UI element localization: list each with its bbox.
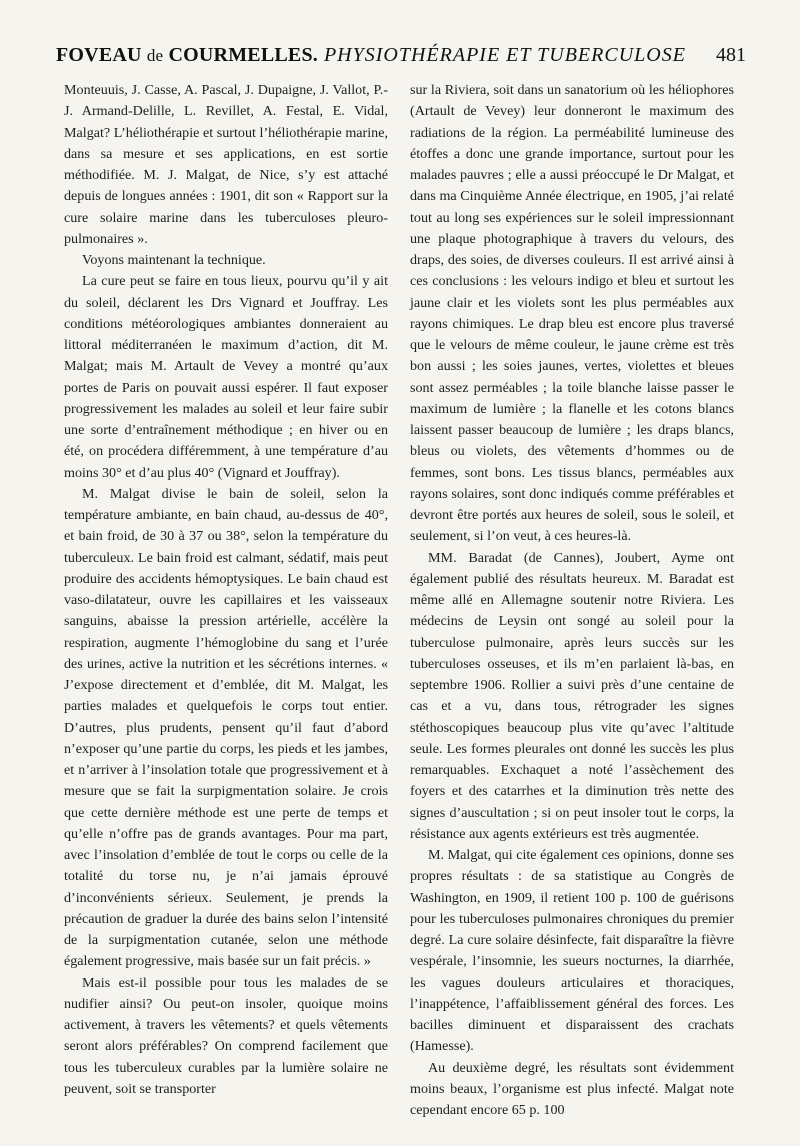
paragraph: M. Malgat divise le bain de soleil, selon la température ambiante, en bain chaud, au-dessus de 40°, et bain froid, de 30 à 37 ou 38°, selon la température du tuberculeux. Le bain froid est calmant, sédatif, mais peut produire des accidents hémoptysiques. Le bain chaud est vaso-dilatateur, ouvre les capillaires et les vaisseaux sanguins, abaisse la pression artérielle, accélère la respiration, augmente l’hémoglobine du sang et l’urée des urines, active la nutrition et les sécrétions internes. « J’expose directement et d’emblée, dit M. Malgat, les parties malades et quelquefois le corps tout entier. D’autres, plus prudents, pensent qu’il faut d’abord n’exposer qu’une partie du corps, les pieds et les jambes, et n’arriver à l’insolation totale que progressivement et à mesure que se fait la surpigmentation solaire. Je crois que cette dernière méthode est une perte de temps et qu’elle n’offre pas de grands avantages. Pour ma part, avec l’insolation d’emblée de tout le corps ou celle de la totalité du torse nu, je n’ai jamais éprouvé d’inconvénients sérieux. Seulement, je prends la précaution de graduer la durée des bains selon l’intensité de la surpigmentation cutanée, selon une méthode également progressive, mais basée sur un fait précis. » — [64, 485, 388, 970]
left-column — [64, 80, 388, 1100]
paragraph: Mais est-il possible pour tous les malades de se nudifier ainsi? Ou peut-on insoler, quoique moins activement, à travers les vêtements? et quels vêtements seront alors préférables? On comprend facilement que tous les tuberculeux curables par la lumière solaire ne peuvent, soit se transporter — [64, 974, 388, 1097]
paragraph: MM. Baradat (de Cannes), Joubert, Ayme ont également publié des résultats heureux. M. Baradat est même allé en Allemagne soutenir notre Riviera. Les médecins de Leysin ont songé au soleil pour la tuberculose pulmonaire, après leurs succès sur les tuberculoses osseuses, et ils m’en parlaient là-bas, en septembre 1906. Rollier a suivi près d’une centaine de cas et a vu, dans tous, rétrograder les signes stéthoscopiques beaucoup plus vite qu’avec l’altitude seule. Les formes pleurales ont donné les succès les plus remarquables. Exchaquet a noté l’assèchement des foyers et des catarrhes et la diminution très nette des signes d’auscultation ; si on peut insoler tout le corps, la résistance aux agents extérieurs est très augmentée. — [410, 549, 734, 842]
paragraph: Au deuxième degré, les résultats sont évidemment moins beaux, l’organisme est plus infecté. Malgat note cependant encore 65 p. 100 — [410, 1059, 734, 1118]
running-header — [56, 44, 746, 74]
paragraph: Voyons maintenant la technique. — [82, 252, 266, 268]
paragraph: M. Malgat, qui cite également ces opinions, donne ses propres résultats : de sa statistique au Congrès de Washington, en 1909, il retient 100 p. 100 de guérisons pour les tuberculoses pulmonaires chroniques du premier degré. La cure solaire désinfecte, fait disparaître la fièvre vespérale, l’insomnie, les sueurs nocturnes, la diarrhée, les vagues douleurs articulaires et thoraciques, l’inappétence, l’affaiblissement général des forces. Les bacilles diminuent et disparaissent des crachats (Hamesse). — [410, 847, 734, 1055]
header-title: PHYSIOTHÉRAPIE ET TUBERCULOSE — [323, 44, 686, 66]
page-number: 481 — [716, 44, 746, 66]
paragraph: sur la Riviera, soit dans un sanatorium où les héliophores (Artault de Vevey) leur donneront le maximum des radiations de la région. La perméabilité lumineuse des étoffes a donc une grande importance, surtout pour les malades pauvres ; elle a aussi préoccupé le Dr Malgat, et dans ma Cinquième Année électrique, en 1905, j’ai relaté tout au long ses expériences sur le soleil impressionnant une plaque photographique à travers du velours, des draps, des soies, de diverses couleurs. Il est arrivé ainsi à ces conclusions : les velours indigo et bleu et surtout les jaune clair et les violets sont les plus perméables aux rayons chimiques. Le drap bleu est encore plus traversé que le velours de même couleur, le jaune crème est très bon aussi ; les soies jaunes, vertes, violettes et bleues sont assez perméables ; la toile blanche laisse passer le maximum de lumière ; la flanelle et les cotons blancs laissent passer beaucoup de lumière ; les draps blancs, bleus ou violets, des vêtements d’hommes ou de femmes, sont bons. Les tissus blancs, perméables aux rayons solaires, sont donc indiqués comme préférables et devront être portés aux heures de soleil, sous le soleil, et seulement, si l’on veut, à ces heures-là. — [410, 82, 734, 545]
right-column — [410, 80, 734, 1121]
paragraph: La cure peut se faire en tous lieux, pourvu qu’il y ait du soleil, déclarent les Drs Vignard et Jouffray. Les conditions météorologiques ambiantes donneraient au littoral méditerranéen le maximum d’action, dit M. Malgat; mais M. Artault de Vevey a montré qu’aux portes de Paris on pouvait aussi espérer. Il faut exposer progressivement les malades au soleil et leur faire subir une sorte d’entraînement méthodique ; en hiver ou en été, on procédera différemment, à une température d’au moins 30° et d’au plus 40° (Vignard et Jouffray). — [64, 273, 388, 481]
header-author: FOVEAU de COURMELLES. — [56, 44, 318, 66]
paragraph: Monteuuis, J. Casse, A. Pascal, J. Dupaigne, J. Vallot, P.-J. Armand-Delille, L. Revillet, A. Festal, E. Vidal, Malgat? L’héliothérapie et surtout l’héliothérapie marine, dans sa mesure et ses applications, en est sortie méthodifiée. M. J. Malgat, de Nice, s’y est attaché depuis de longues années : 1901, dit son « Rapport sur la cure solaire marine dans les tuberculoses pleuro-pulmonaires ». — [64, 82, 388, 247]
